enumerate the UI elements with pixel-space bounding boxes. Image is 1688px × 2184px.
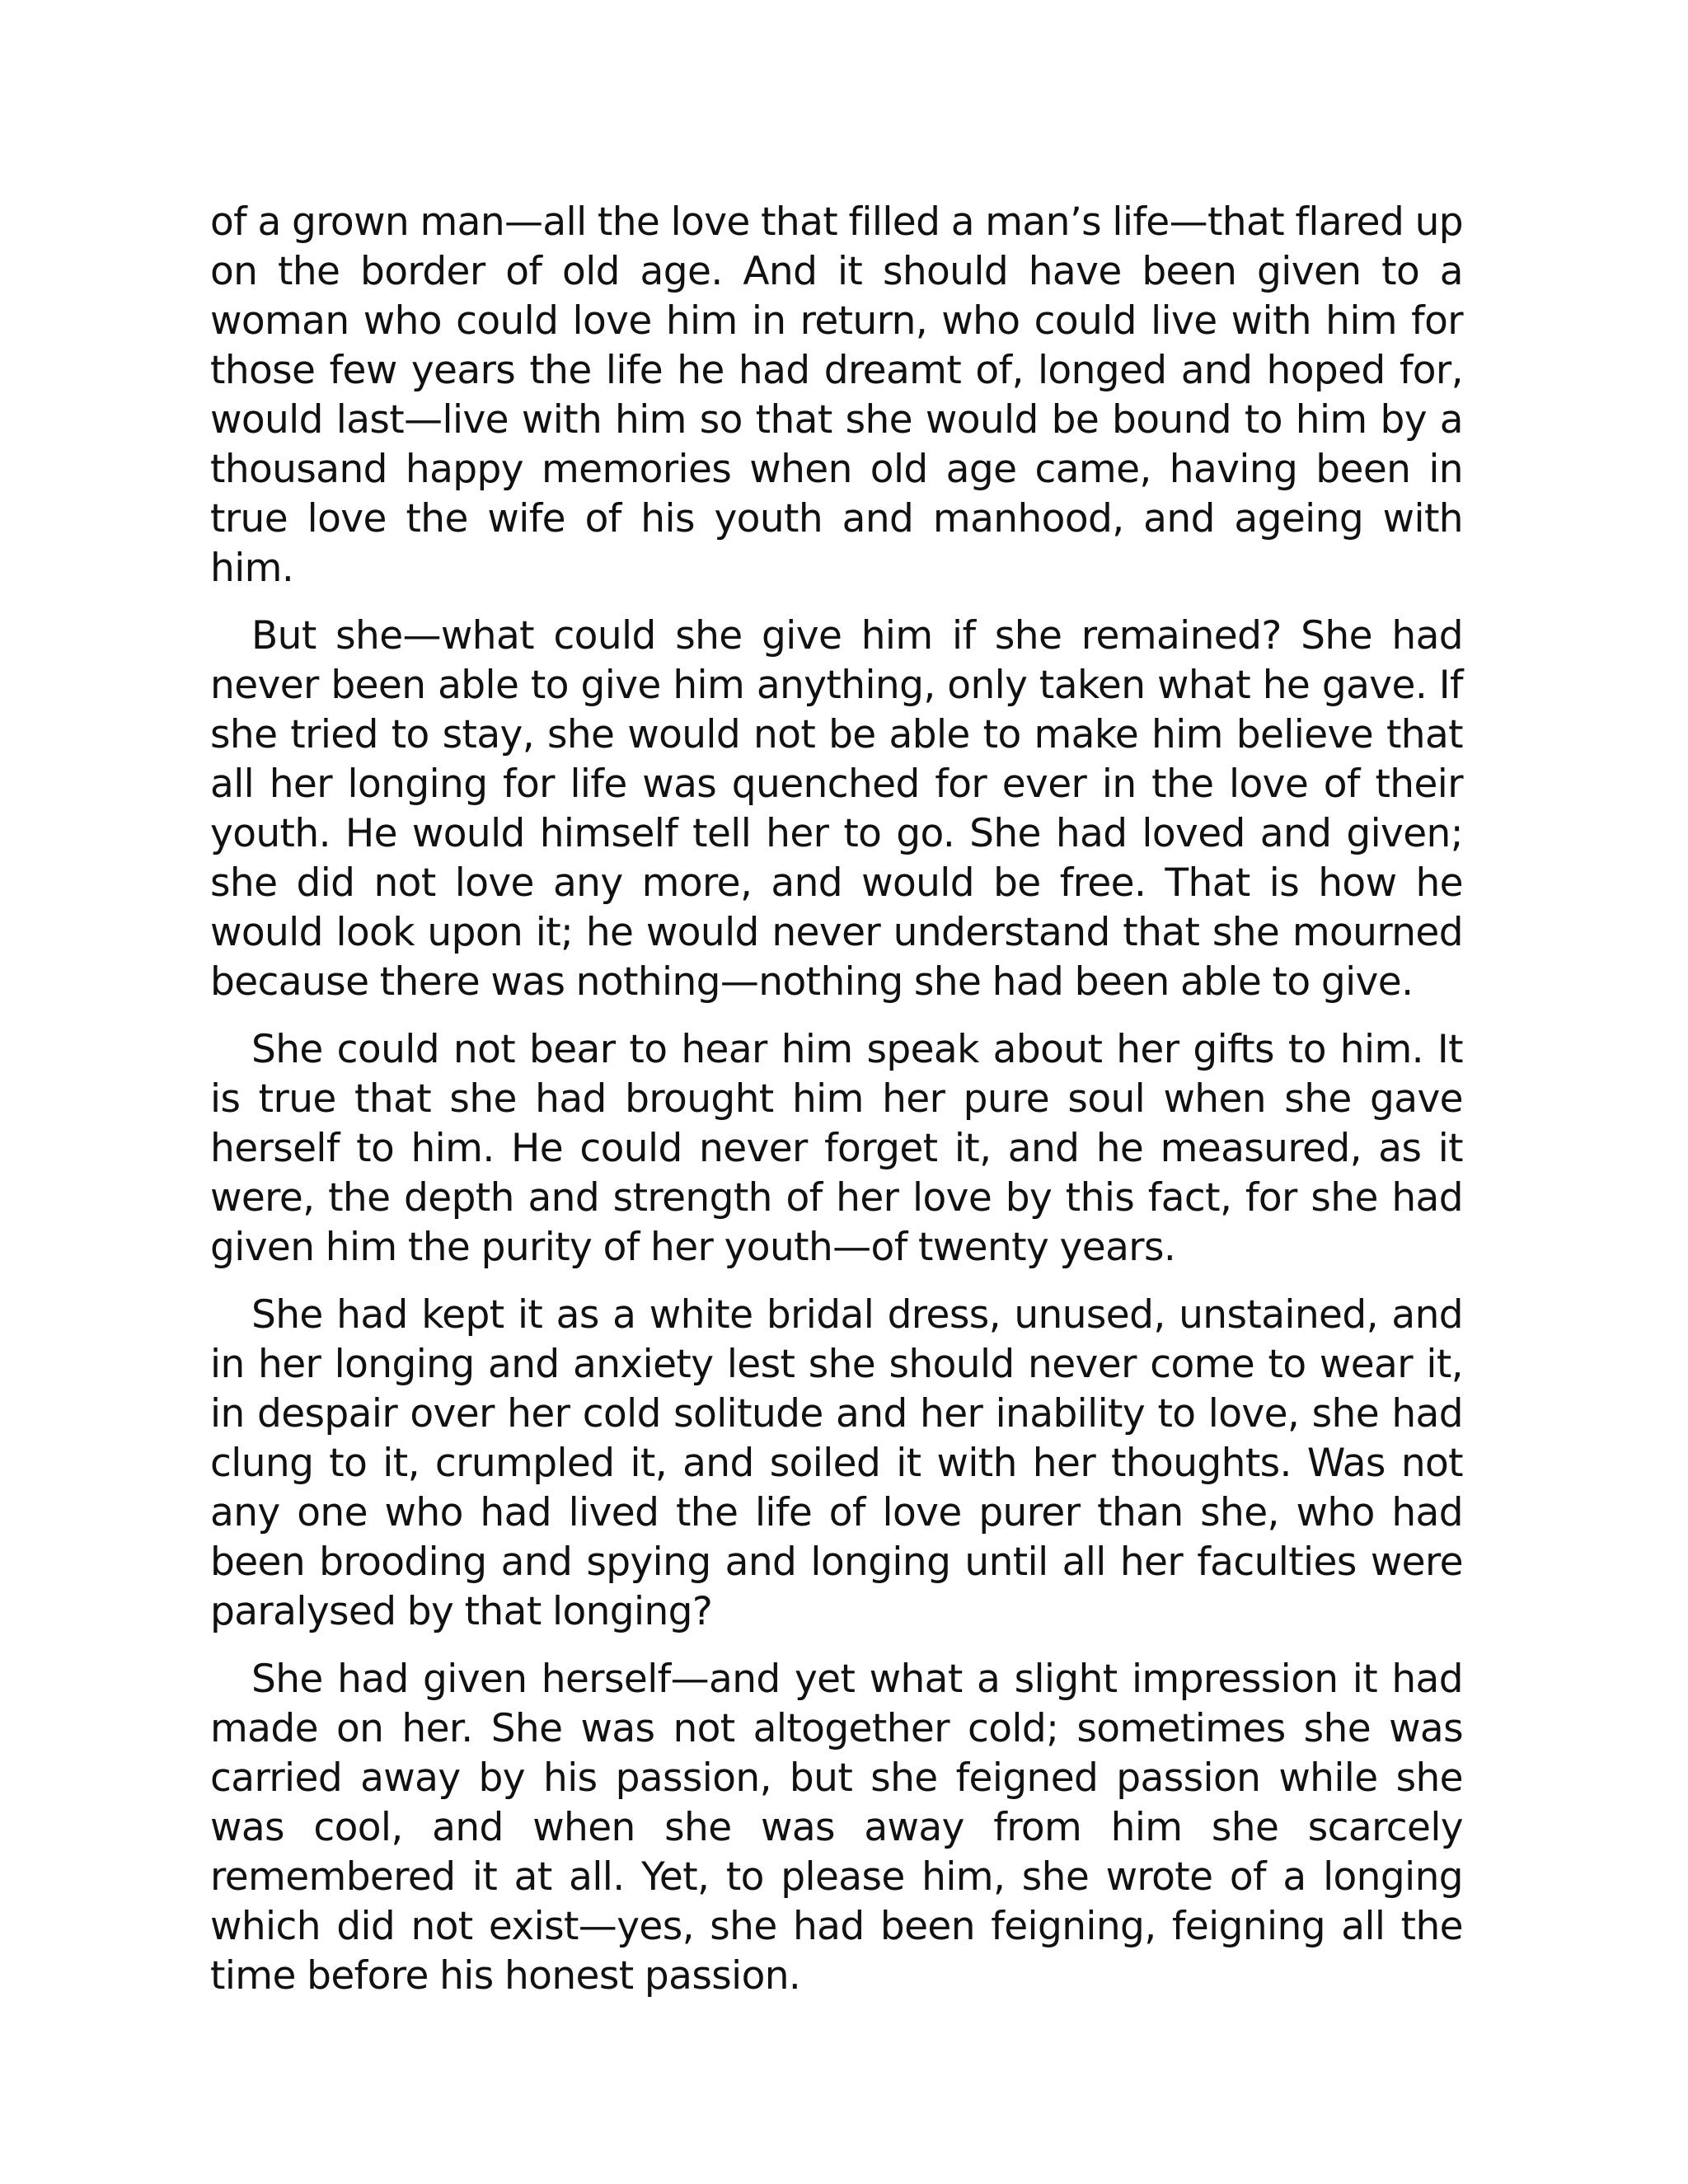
paragraph-5: She had given herself—and yet what a slight impression it had made on her. She was not altogether cold; sometimes she was carried away by his passion, but she feigned passion while she was cool, and when she was away from him she scarcely remembered it at all. Yet, to please him, she wrote of a longing which did not exist—yes, she had been feigning, feigning all the time before his honest passion. (210, 1657, 1463, 1999)
paragraph-3: She could not bear to hear him speak about her gifts to him. It is true that she had brought him her pure soul when she gave herself to him. He could never forget it, and he measured, as it were, the depth and strength of her love by this fact, for she had given him the purity of her youth—of twenty years. (210, 1027, 1463, 1270)
paragraph-1: of a grown man—all the love that filled a man’s life—that flared up on the border of old age. And it should have been given to a woman who could love him in return, who could live with him for those few years the life he had dreamt of, longed and hoped for, would last—live with him so that she would be bound to him by a thousand happy memories when old age came, having been in true love the wife of his youth and manhood, and ageing with him. (210, 199, 1463, 591)
paragraph-2: But she—what could she give him if she remained? She had never been able to give him anything, only taken what he gave. If she tried to stay, she would not be able to make him believe that all her longing for life was quenched for ever in the love of their youth. He would himself tell her to go. She had loved and given; she did not love any more, and would be free. That is how he would look upon it; he would never understand that she mourned because there was nothing—nothing she had been able to give. (210, 613, 1463, 1005)
page-body (210, 198, 1463, 2019)
paragraph-4: She had kept it as a white bridal dress, unused, unstained, and in her longing and anxiety lest she should never come to wear it, in despair over her cold solitude and her inability to love, she had clung to it, crumpled it, and soiled it with her thoughts. Was not any one who had lived the life of love purer than she, who had been brooding and spying and longing until all her faculties were paralysed by that longing? (210, 1292, 1463, 1634)
